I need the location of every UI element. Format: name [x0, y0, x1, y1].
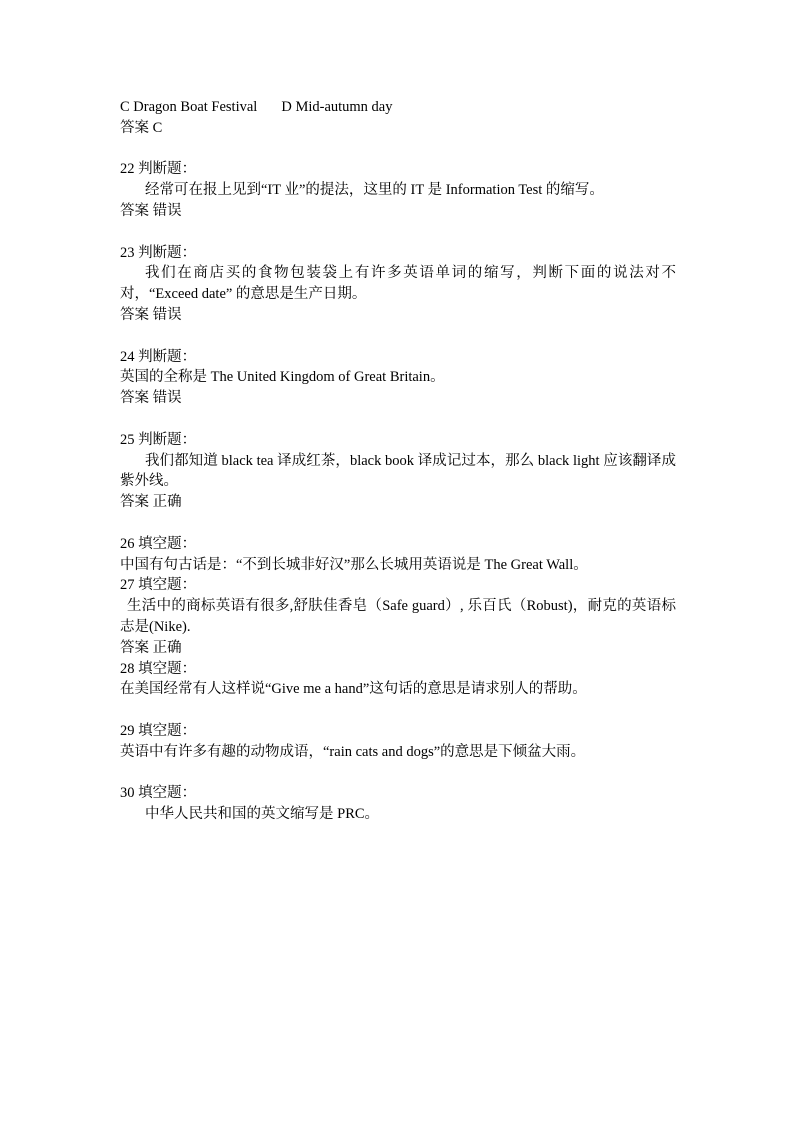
spacer	[120, 763, 676, 784]
q30-header: 30 填空题：	[120, 785, 197, 802]
q22-header: 22 判断题：	[120, 161, 197, 178]
q26-header: 26 填空题：	[120, 535, 197, 552]
q22-answer: 答案 错误	[120, 202, 182, 219]
question-list	[120, 97, 676, 825]
q21-answer: 答案 C	[120, 119, 163, 136]
q25-answer: 答案 正确	[120, 494, 182, 511]
spacer	[120, 222, 676, 243]
q21-option-d: D Mid-autumn day	[281, 99, 393, 115]
q25-body: 我们都知道 black tea 译成红茶，black book 译成记过本，那么 black light 应该翻译成紫外线。	[120, 452, 676, 490]
q21-options	[120, 97, 676, 118]
q30-body: 中华人民共和国的英文缩写是 PRC。	[145, 806, 380, 823]
q24-answer: 答案 错误	[120, 390, 182, 407]
q28-header: 28 填空题：	[120, 660, 197, 677]
q24-body: 英国的全称是 The United Kingdom of Great Britain。	[120, 369, 445, 386]
spacer	[120, 409, 676, 430]
q25-header: 25 判断题：	[120, 431, 197, 448]
q29-header: 29 填空题：	[120, 722, 197, 739]
q22-body: 经常可在报上见到“IT 业”的提法，这里的 IT 是 Information Test 的缩写。	[145, 182, 604, 199]
spacer	[120, 513, 676, 534]
q27-answer: 答案 正确	[120, 639, 182, 656]
spacer	[120, 139, 676, 160]
q28-body: 在美国经常有人这样说“Give me a hand”这句话的意思是请求别人的帮助。	[120, 681, 587, 698]
q26-body: 中国有句古话是：“不到长城非好汉”那么长城用英语说是 The Great Wall。	[120, 556, 588, 573]
q27-body: 生活中的商标英语有很多,舒肤佳香皂（Safe guard）, 乐百氏（Robust)，耐克的英语标志是(Nike).	[120, 598, 676, 635]
q29-body: 英语中有许多有趣的动物成语，“rain cats and dogs”的意思是下倾盆大雨。	[120, 743, 586, 760]
spacer	[120, 326, 676, 347]
q23-body: 我们在商店买的食物包装袋上有许多英语单词的缩写，判断下面的说法对不对，“Exceed date” 的意思是生产日期。	[120, 265, 676, 303]
q23-answer: 答案 错误	[120, 306, 182, 323]
q23-header: 23 判断题：	[120, 244, 197, 261]
q27-header: 27 填空题：	[120, 577, 197, 594]
q24-header: 24 判断题：	[120, 348, 197, 365]
q21-option-c: C Dragon Boat Festival	[120, 99, 258, 115]
spacer	[120, 700, 676, 721]
